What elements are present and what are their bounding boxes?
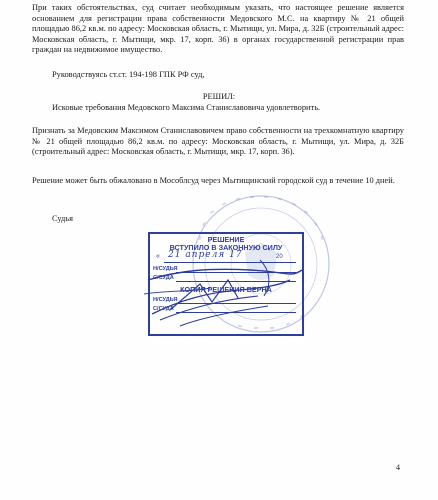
stamp-label-judge-2: Н/СУДЬЯ (153, 297, 178, 303)
stamp-date-prefix: « (156, 253, 160, 260)
stamp-label-secretary-1: С/СУДА (153, 275, 174, 281)
stamp-entered-into-force: ВСТУПИЛО В ЗАКОННУЮ СИЛУ (169, 243, 283, 252)
stamp-title: РЕШЕНИЕ (207, 235, 245, 244)
paragraph-claims-satisfied: Исковые требования Медовского Максима Станиславовича удовлетворить. (52, 103, 321, 112)
stamp-label-judge-1: Н/СУДЬЯ (153, 266, 178, 272)
stamp-label-secretary-2: С/СУДА (153, 306, 174, 312)
paragraph-recognize-ownership: Признать за Медовским Максимом Станиславовичем право собственности на трехкомнатную квартиру № 21 общей площадью 86,2 кв.м. по адресу: Московская область, г. Мытищи, ул. Мира, д. 32Б (строительный адрес: Московская область, г. Мытищи, мкр. 17, корп. 36). (32, 126, 404, 157)
paragraph-appeal: Решение может быть обжаловано в Мособлсуд через Мытищинский городской суд в течение 10 дней. (32, 176, 395, 185)
paragraph-registration-basis: При таких обстоятельствах, суд считает необходимым указать, что настоящее решение является основанием для регистрации права собственности Медовского М.С. на квартиру № 21 общей площадью 86,2 кв.м. по адресу: Московская область, г. Мытищи, ул. Мира, д. 32Б (строительный адрес: Московская область, г. Мытищи, мкр. 17, корп. 36) в органах государственной регистрации прав граждан на недвижимое имущество. (32, 3, 404, 55)
judge-signature (140, 240, 310, 330)
judge-label: Судья (52, 214, 73, 223)
handwritten-date: 21 апреля 17 (168, 250, 243, 260)
heading-resolved: РЕШИЛ: (202, 92, 236, 101)
page-number: 4 (396, 463, 400, 472)
paragraph-guided-by: Руководствуясь ст.ст. 194-198 ГПК РФ суд, (52, 70, 205, 79)
stamp-date-year: 20 (276, 254, 283, 260)
stamp-copy-correct: КОПИЯ РЕШЕНИЯ ВЕРНА (180, 285, 272, 294)
